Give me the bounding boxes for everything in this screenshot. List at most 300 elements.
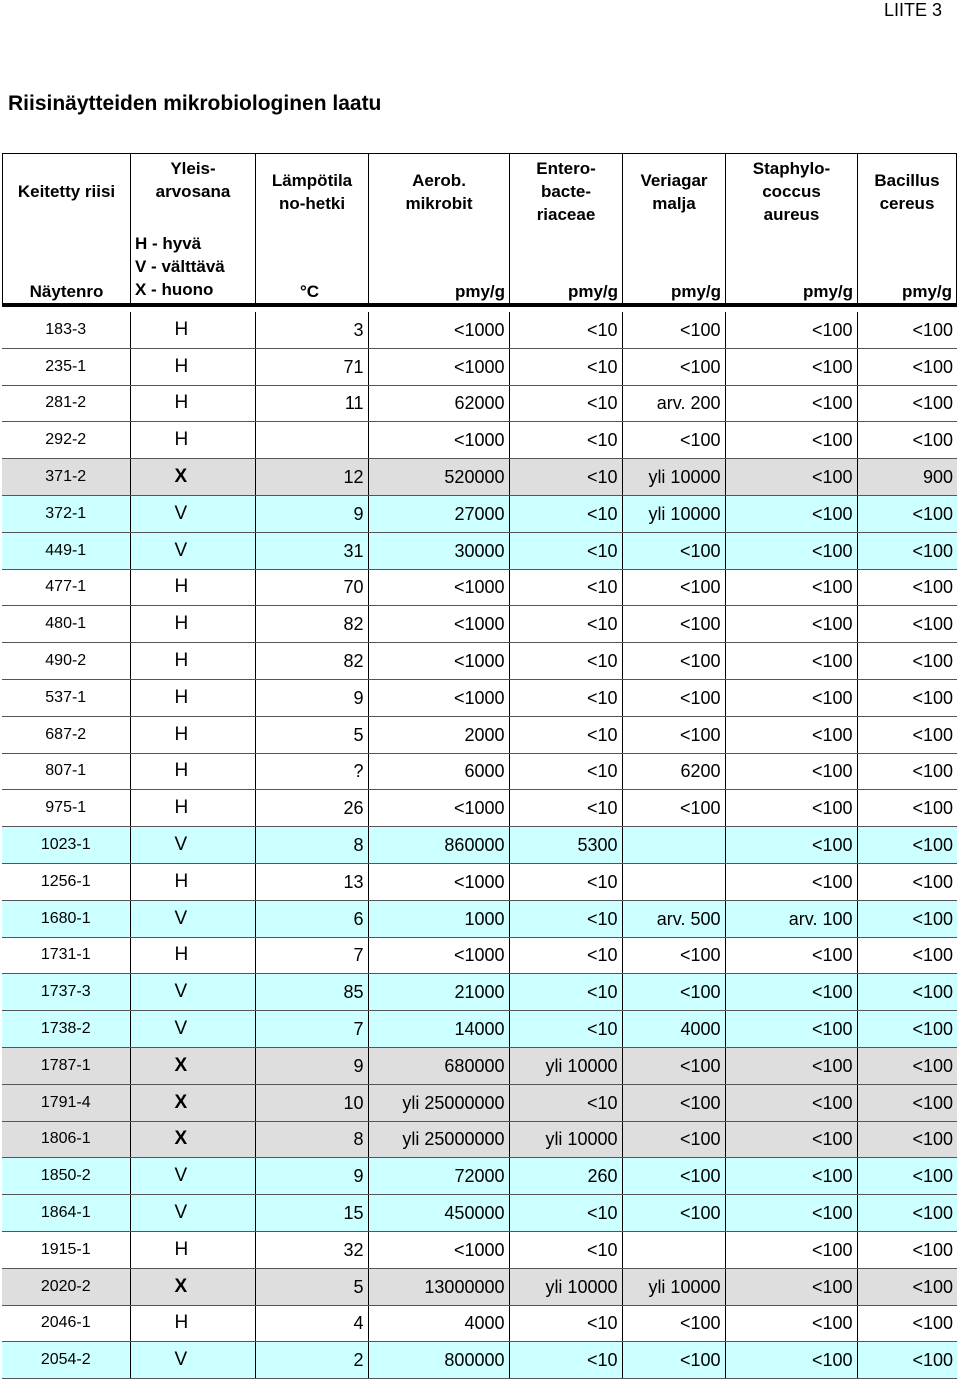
grade-cell: H xyxy=(130,643,255,680)
table-row xyxy=(2,348,957,385)
grade-cell: H xyxy=(130,606,255,643)
aerobic-count-cell: 27000 xyxy=(368,495,509,532)
staphylococcus-cell: <100 xyxy=(725,569,857,606)
sample-id: 2054-2 xyxy=(2,1342,130,1379)
table-row xyxy=(2,1121,957,1158)
table-row xyxy=(2,606,957,643)
header-unit: pmy/g xyxy=(901,282,952,301)
enterobacteriaceae-cell: <10 xyxy=(509,937,622,974)
sample-id: 372-1 xyxy=(2,495,130,532)
staphylococcus-cell: <100 xyxy=(725,863,857,900)
temperature-cell: 82 xyxy=(255,643,368,680)
sample-id: 807-1 xyxy=(2,753,130,790)
sample-id: 1791-4 xyxy=(2,1084,130,1121)
aerobic-count-cell: <1000 xyxy=(368,569,509,606)
blood-agar-cell: <100 xyxy=(622,679,725,716)
header-sample xyxy=(3,154,131,304)
table-row xyxy=(2,495,957,532)
table-row xyxy=(2,753,957,790)
enterobacteriaceae-cell: yli 10000 xyxy=(509,1268,622,1305)
sample-id: 1737-3 xyxy=(2,974,130,1011)
header-blood-agar xyxy=(623,154,726,304)
grade-cell: H xyxy=(130,1231,255,1268)
staphylococcus-cell: <100 xyxy=(725,1268,857,1305)
grade-cell: X xyxy=(130,1121,255,1158)
enterobacteriaceae-cell: <10 xyxy=(509,790,622,827)
table-row xyxy=(2,1305,957,1342)
table-row xyxy=(2,937,957,974)
header-unit: pmy/g xyxy=(567,282,618,301)
sample-id: 1787-1 xyxy=(2,1047,130,1084)
table-row xyxy=(2,679,957,716)
bacillus-cell: <100 xyxy=(857,679,957,716)
aerobic-count-cell: 450000 xyxy=(368,1195,509,1232)
sample-id: 183-3 xyxy=(2,312,130,348)
staphylococcus-cell: <100 xyxy=(725,1305,857,1342)
grade-cell: H xyxy=(130,312,255,348)
sample-id: 1864-1 xyxy=(2,1195,130,1232)
temperature-cell: 9 xyxy=(255,1047,368,1084)
temperature-cell: 71 xyxy=(255,348,368,385)
blood-agar-cell: yli 10000 xyxy=(622,459,725,496)
aerobic-count-cell: 30000 xyxy=(368,532,509,569)
table-row xyxy=(2,422,957,459)
temperature-cell xyxy=(255,422,368,459)
table-row xyxy=(2,1342,957,1379)
staphylococcus-cell: <100 xyxy=(725,606,857,643)
temperature-cell: 31 xyxy=(255,532,368,569)
sample-id: 1915-1 xyxy=(2,1231,130,1268)
blood-agar-cell: <100 xyxy=(622,716,725,753)
table-row xyxy=(2,312,957,348)
blood-agar-cell: <100 xyxy=(622,532,725,569)
grade-cell: H xyxy=(130,569,255,606)
header-unit: pmy/g xyxy=(670,282,721,301)
aerobic-count-cell: yli 25000000 xyxy=(368,1084,509,1121)
sample-id: 477-1 xyxy=(2,569,130,606)
header-label: aureus xyxy=(763,205,820,224)
header-label: no-hetki xyxy=(278,194,346,213)
aerobic-count-cell: 1000 xyxy=(368,900,509,937)
enterobacteriaceae-cell: <10 xyxy=(509,1305,622,1342)
staphylococcus-cell: <100 xyxy=(725,1011,857,1048)
bacillus-cell: <100 xyxy=(857,532,957,569)
aerobic-count-cell: 800000 xyxy=(368,1342,509,1379)
grade-cell: V xyxy=(130,827,255,864)
aerobic-count-cell: 6000 xyxy=(368,753,509,790)
table-row xyxy=(2,1084,957,1121)
blood-agar-cell: <100 xyxy=(622,790,725,827)
bacillus-cell: <100 xyxy=(857,312,957,348)
enterobacteriaceae-cell: yli 10000 xyxy=(509,1047,622,1084)
grade-cell: H xyxy=(130,348,255,385)
enterobacteriaceae-cell: <10 xyxy=(509,974,622,1011)
table-header xyxy=(2,153,957,304)
table-row xyxy=(2,569,957,606)
enterobacteriaceae-cell: <10 xyxy=(509,1011,622,1048)
aerobic-count-cell: 4000 xyxy=(368,1305,509,1342)
enterobacteriaceae-cell: <10 xyxy=(509,1342,622,1379)
temperature-cell: 82 xyxy=(255,606,368,643)
blood-agar-cell: yli 10000 xyxy=(622,495,725,532)
blood-agar-cell xyxy=(622,863,725,900)
header-label: Lämpötila xyxy=(271,171,353,190)
temperature-cell: 4 xyxy=(255,1305,368,1342)
page-title: Riisinäytteiden mikrobiologinen laatu xyxy=(8,92,382,115)
table-row xyxy=(2,716,957,753)
sample-id: 1023-1 xyxy=(2,827,130,864)
blood-agar-cell: <100 xyxy=(622,1121,725,1158)
header-bacillus xyxy=(858,154,957,304)
bacillus-cell: <100 xyxy=(857,569,957,606)
header-label: cereus xyxy=(879,194,935,213)
sample-id: 371-2 xyxy=(2,459,130,496)
bacillus-cell: <100 xyxy=(857,937,957,974)
enterobacteriaceae-cell: 5300 xyxy=(509,827,622,864)
aerobic-count-cell: <1000 xyxy=(368,312,509,348)
grade-cell: V xyxy=(130,974,255,1011)
enterobacteriaceae-cell: <10 xyxy=(509,643,622,680)
aerobic-count-cell: 680000 xyxy=(368,1047,509,1084)
enterobacteriaceae-cell: <10 xyxy=(509,569,622,606)
header-label: coccus xyxy=(762,182,821,201)
blood-agar-cell: <100 xyxy=(622,1195,725,1232)
grade-cell: V xyxy=(130,495,255,532)
blood-agar-cell: <100 xyxy=(622,606,725,643)
sample-id: 1738-2 xyxy=(2,1011,130,1048)
bacillus-cell: <100 xyxy=(857,753,957,790)
blood-agar-cell: <100 xyxy=(622,422,725,459)
bacillus-cell: <100 xyxy=(857,1195,957,1232)
grade-cell: H xyxy=(130,753,255,790)
bacillus-cell: <100 xyxy=(857,643,957,680)
bacillus-cell: <100 xyxy=(857,348,957,385)
bacillus-cell: <100 xyxy=(857,974,957,1011)
header-label: riaceae xyxy=(536,205,596,224)
header-label: Staphylo- xyxy=(752,159,831,178)
aerobic-count-cell: 2000 xyxy=(368,716,509,753)
grade-cell: V xyxy=(130,1011,255,1048)
aerobic-count-cell: <1000 xyxy=(368,679,509,716)
sample-id: 2020-2 xyxy=(2,1268,130,1305)
temperature-cell: 5 xyxy=(255,716,368,753)
temperature-cell: 70 xyxy=(255,569,368,606)
staphylococcus-cell: <100 xyxy=(725,974,857,1011)
staphylococcus-cell: <100 xyxy=(725,459,857,496)
staphylococcus-cell: <100 xyxy=(725,348,857,385)
table-row xyxy=(2,1047,957,1084)
enterobacteriaceae-cell: <10 xyxy=(509,679,622,716)
grade-cell: H xyxy=(130,679,255,716)
aerobic-count-cell: 72000 xyxy=(368,1158,509,1195)
bacillus-cell: <100 xyxy=(857,863,957,900)
sample-id: 1680-1 xyxy=(2,900,130,937)
table-row xyxy=(2,974,957,1011)
blood-agar-cell: 4000 xyxy=(622,1011,725,1048)
aerobic-count-cell: <1000 xyxy=(368,937,509,974)
temperature-cell: 6 xyxy=(255,900,368,937)
results-table xyxy=(2,312,957,1379)
blood-agar-cell: <100 xyxy=(622,1305,725,1342)
temperature-cell: 7 xyxy=(255,937,368,974)
staphylococcus-cell: <100 xyxy=(725,1158,857,1195)
header-label: mikrobit xyxy=(405,194,473,213)
sample-id: 1256-1 xyxy=(2,863,130,900)
grade-cell: V xyxy=(130,900,255,937)
blood-agar-cell: yli 10000 xyxy=(622,1268,725,1305)
table-row xyxy=(2,863,957,900)
sample-id: 537-1 xyxy=(2,679,130,716)
temperature-cell: 7 xyxy=(255,1011,368,1048)
header-label: Entero- xyxy=(536,159,596,178)
enterobacteriaceae-cell: <10 xyxy=(509,1084,622,1121)
grade-cell: H xyxy=(130,385,255,422)
staphylococcus-cell: <100 xyxy=(725,1231,857,1268)
table-row xyxy=(2,1195,957,1232)
temperature-cell: 8 xyxy=(255,827,368,864)
header-enterobacteriaceae xyxy=(510,154,623,304)
staphylococcus-cell: <100 xyxy=(725,827,857,864)
temperature-cell: 9 xyxy=(255,1158,368,1195)
enterobacteriaceae-cell: <10 xyxy=(509,716,622,753)
header-label: Veriagar xyxy=(640,171,708,190)
table-row xyxy=(2,1011,957,1048)
table-row xyxy=(2,532,957,569)
header-divider xyxy=(2,303,957,307)
header-label: Keitetty riisi xyxy=(17,182,116,201)
table-row xyxy=(2,900,957,937)
staphylococcus-cell: <100 xyxy=(725,312,857,348)
temperature-cell: 13 xyxy=(255,863,368,900)
temperature-cell: ? xyxy=(255,753,368,790)
table-row xyxy=(2,1158,957,1195)
enterobacteriaceae-cell: <10 xyxy=(509,312,622,348)
header-label: Yleis- xyxy=(170,159,216,178)
temperature-cell: 85 xyxy=(255,974,368,1011)
staphylococcus-cell: <100 xyxy=(725,1195,857,1232)
enterobacteriaceae-cell: <10 xyxy=(509,459,622,496)
header-staphylococcus xyxy=(726,154,858,304)
header-label: Bacillus xyxy=(874,171,940,190)
sample-id: 1806-1 xyxy=(2,1121,130,1158)
enterobacteriaceae-cell: <10 xyxy=(509,863,622,900)
enterobacteriaceae-cell: <10 xyxy=(509,606,622,643)
temperature-cell: 3 xyxy=(255,312,368,348)
enterobacteriaceae-cell: <10 xyxy=(509,532,622,569)
blood-agar-cell: 6200 xyxy=(622,753,725,790)
bacillus-cell: <100 xyxy=(857,1158,957,1195)
bacillus-cell: <100 xyxy=(857,1305,957,1342)
enterobacteriaceae-cell: <10 xyxy=(509,495,622,532)
temperature-cell: 2 xyxy=(255,1342,368,1379)
blood-agar-cell: <100 xyxy=(622,974,725,1011)
staphylococcus-cell: <100 xyxy=(725,643,857,680)
sample-id: 235-1 xyxy=(2,348,130,385)
temperature-cell: 5 xyxy=(255,1268,368,1305)
bacillus-cell: <100 xyxy=(857,1121,957,1158)
grade-cell: H xyxy=(130,422,255,459)
sample-id: 281-2 xyxy=(2,385,130,422)
blood-agar-cell: <100 xyxy=(622,643,725,680)
enterobacteriaceae-cell: <10 xyxy=(509,900,622,937)
blood-agar-cell xyxy=(622,1231,725,1268)
aerobic-count-cell: <1000 xyxy=(368,348,509,385)
bacillus-cell: <100 xyxy=(857,716,957,753)
header-unit-celsius: °C xyxy=(300,282,320,301)
header-label: arvosana xyxy=(155,182,231,201)
aerobic-count-cell: 13000000 xyxy=(368,1268,509,1305)
bacillus-cell: <100 xyxy=(857,1231,957,1268)
temperature-cell: 10 xyxy=(255,1084,368,1121)
aerobic-count-cell: <1000 xyxy=(368,790,509,827)
staphylococcus-cell: <100 xyxy=(725,532,857,569)
staphylococcus-cell: <100 xyxy=(725,1342,857,1379)
table-row xyxy=(2,385,957,422)
grade-cell: V xyxy=(130,1195,255,1232)
sample-id: 1731-1 xyxy=(2,937,130,974)
aerobic-count-cell: <1000 xyxy=(368,606,509,643)
enterobacteriaceae-cell: <10 xyxy=(509,348,622,385)
grade-cell: H xyxy=(130,937,255,974)
grade-cell: V xyxy=(130,1342,255,1379)
sample-id: 449-1 xyxy=(2,532,130,569)
header-sample-number: Näytenro xyxy=(29,282,104,301)
temperature-cell: 11 xyxy=(255,385,368,422)
enterobacteriaceae-cell: <10 xyxy=(509,753,622,790)
bacillus-cell: <100 xyxy=(857,790,957,827)
temperature-cell: 15 xyxy=(255,1195,368,1232)
page-label: LIITE 3 xyxy=(883,0,942,20)
aerobic-count-cell: <1000 xyxy=(368,422,509,459)
enterobacteriaceae-cell: <10 xyxy=(509,385,622,422)
staphylococcus-cell: <100 xyxy=(725,495,857,532)
blood-agar-cell: <100 xyxy=(622,569,725,606)
staphylococcus-cell: <100 xyxy=(725,753,857,790)
sample-id: 490-2 xyxy=(2,643,130,680)
staphylococcus-cell: <100 xyxy=(725,385,857,422)
blood-agar-cell: <100 xyxy=(622,312,725,348)
header-grade xyxy=(131,154,256,304)
sample-id: 975-1 xyxy=(2,790,130,827)
temperature-cell: 32 xyxy=(255,1231,368,1268)
blood-agar-cell: arv. 500 xyxy=(622,900,725,937)
bacillus-cell: <100 xyxy=(857,1011,957,1048)
sample-id: 1850-2 xyxy=(2,1158,130,1195)
grade-cell: H xyxy=(130,790,255,827)
header-unit: pmy/g xyxy=(802,282,853,301)
table-row xyxy=(2,790,957,827)
aerobic-count-cell: <1000 xyxy=(368,1231,509,1268)
table-row xyxy=(2,1268,957,1305)
aerobic-count-cell: 62000 xyxy=(368,385,509,422)
staphylococcus-cell: <100 xyxy=(725,422,857,459)
sample-id: 2046-1 xyxy=(2,1305,130,1342)
enterobacteriaceae-cell: yli 10000 xyxy=(509,1121,622,1158)
bacillus-cell: 900 xyxy=(857,459,957,496)
table-row xyxy=(2,643,957,680)
grade-cell: V xyxy=(130,532,255,569)
bacillus-cell: <100 xyxy=(857,1047,957,1084)
sample-id: 687-2 xyxy=(2,716,130,753)
staphylococcus-cell: <100 xyxy=(725,790,857,827)
bacillus-cell: <100 xyxy=(857,900,957,937)
header-label: malja xyxy=(652,194,696,213)
blood-agar-cell: arv. 200 xyxy=(622,385,725,422)
temperature-cell: 8 xyxy=(255,1121,368,1158)
table-row xyxy=(2,459,957,496)
grade-legend xyxy=(135,232,225,301)
grade-cell: X xyxy=(130,459,255,496)
aerobic-count-cell: yli 25000000 xyxy=(368,1121,509,1158)
bacillus-cell: <100 xyxy=(857,1084,957,1121)
sample-id: 480-1 xyxy=(2,606,130,643)
header-aerobic xyxy=(369,154,510,304)
bacillus-cell: <100 xyxy=(857,827,957,864)
staphylococcus-cell: arv. 100 xyxy=(725,900,857,937)
staphylococcus-cell: <100 xyxy=(725,1047,857,1084)
grade-cell: V xyxy=(130,1158,255,1195)
table-row xyxy=(2,1231,957,1268)
header-unit: pmy/g xyxy=(454,282,505,301)
bacillus-cell: <100 xyxy=(857,385,957,422)
staphylococcus-cell: <100 xyxy=(725,937,857,974)
bacillus-cell: <100 xyxy=(857,606,957,643)
blood-agar-cell: <100 xyxy=(622,1047,725,1084)
staphylococcus-cell: <100 xyxy=(725,716,857,753)
bacillus-cell: <100 xyxy=(857,1342,957,1379)
legend-item-x: X - huono xyxy=(135,280,214,299)
blood-agar-cell xyxy=(622,827,725,864)
sample-id: 292-2 xyxy=(2,422,130,459)
staphylococcus-cell: <100 xyxy=(725,679,857,716)
blood-agar-cell: <100 xyxy=(622,937,725,974)
blood-agar-cell: <100 xyxy=(622,1158,725,1195)
blood-agar-cell: <100 xyxy=(622,1342,725,1379)
temperature-cell: 9 xyxy=(255,495,368,532)
header-temperature xyxy=(256,154,369,304)
temperature-cell: 9 xyxy=(255,679,368,716)
header-label: bacte- xyxy=(540,182,592,201)
bacillus-cell: <100 xyxy=(857,1268,957,1305)
enterobacteriaceae-cell: <10 xyxy=(509,1195,622,1232)
grade-cell: X xyxy=(130,1268,255,1305)
legend-item-h: H - hyvä xyxy=(135,234,202,253)
legend-item-v: V - välttävä xyxy=(135,257,225,276)
grade-cell: H xyxy=(130,1305,255,1342)
grade-cell: X xyxy=(130,1047,255,1084)
aerobic-count-cell: 14000 xyxy=(368,1011,509,1048)
table-row xyxy=(2,827,957,864)
aerobic-count-cell: 520000 xyxy=(368,459,509,496)
staphylococcus-cell: <100 xyxy=(725,1084,857,1121)
grade-cell: H xyxy=(130,716,255,753)
grade-cell: X xyxy=(130,1084,255,1121)
aerobic-count-cell: 21000 xyxy=(368,974,509,1011)
blood-agar-cell: <100 xyxy=(622,1084,725,1121)
aerobic-count-cell: 860000 xyxy=(368,827,509,864)
aerobic-count-cell: <1000 xyxy=(368,643,509,680)
header-label: Aerob. xyxy=(412,171,466,190)
grade-cell: H xyxy=(130,863,255,900)
blood-agar-cell: <100 xyxy=(622,348,725,385)
enterobacteriaceae-cell: 260 xyxy=(509,1158,622,1195)
enterobacteriaceae-cell: <10 xyxy=(509,1231,622,1268)
enterobacteriaceae-cell: <10 xyxy=(509,422,622,459)
bacillus-cell: <100 xyxy=(857,495,957,532)
bacillus-cell: <100 xyxy=(857,422,957,459)
temperature-cell: 26 xyxy=(255,790,368,827)
aerobic-count-cell: <1000 xyxy=(368,863,509,900)
